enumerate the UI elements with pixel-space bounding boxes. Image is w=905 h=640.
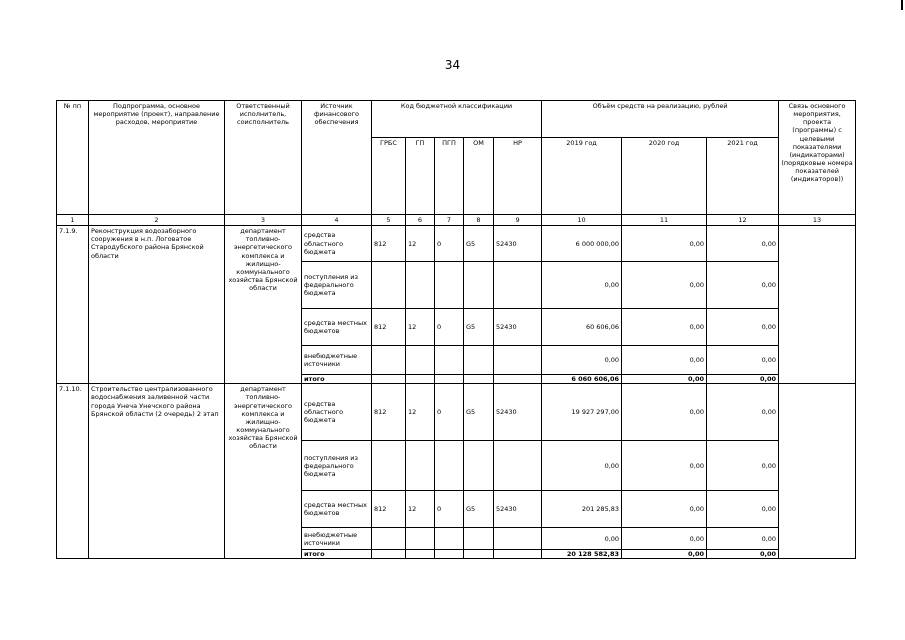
value-2019: 0,00: [542, 441, 622, 491]
source-cell: внебюджетные источники: [302, 346, 372, 375]
gp-cell: [406, 528, 435, 550]
header-np: НР: [494, 138, 542, 215]
table-row: [57, 384, 856, 441]
value-2021: 0,00: [707, 262, 779, 309]
table-row: [57, 226, 856, 262]
header-source: Источник финансового обеспечения: [302, 101, 372, 215]
source-cell: поступления из федерального бюджета: [302, 441, 372, 491]
column-number: 1: [57, 215, 89, 226]
edge-mark: [901, 0, 903, 10]
grbs-cell: [372, 346, 406, 375]
pgp-cell: [435, 441, 464, 491]
row-responsible: департамент топливно-энергетического комплекса и жилищно-коммунального хозяйства Брянской области: [225, 226, 302, 384]
total-label: итого: [302, 550, 372, 559]
value-2020: 0,00: [622, 346, 707, 375]
np-cell: [494, 528, 542, 550]
total-2019: 20 128 582,83: [542, 550, 622, 559]
value-2021: 0,00: [707, 226, 779, 262]
header-responsible: Ответственный исполнитель, соисполнитель: [225, 101, 302, 215]
gp-cell: [406, 346, 435, 375]
source-cell: средства областного бюджета: [302, 384, 372, 441]
source-cell: поступления из федерального бюджета: [302, 262, 372, 309]
value-2019: 60 606,06: [542, 309, 622, 346]
value-2021: 0,00: [707, 384, 779, 441]
header-num: № пп: [57, 101, 89, 215]
header-pgp: ПГП: [435, 138, 464, 215]
row-name: Реконструкция водозаборного сооружения в н.п. Логоватое Стародубского района Брянской области: [89, 226, 225, 384]
source-cell: средства местных бюджетов: [302, 309, 372, 346]
header-gp: ГП: [406, 138, 435, 215]
om-cell: [464, 441, 494, 491]
gp-cell: 12: [406, 309, 435, 346]
value-2021: 0,00: [707, 491, 779, 528]
column-number: 5: [372, 215, 406, 226]
value-2020: 0,00: [622, 491, 707, 528]
column-numbers-row: [57, 215, 856, 226]
header-link: Связь основного мероприятия, проекта (программы) с целевыми показателями (индикаторами) (порядковые номера показателей (индикаторов)): [779, 101, 856, 215]
gp-cell: [406, 262, 435, 309]
value-2021: 0,00: [707, 346, 779, 375]
column-number: 12: [707, 215, 779, 226]
pgp-cell: [435, 346, 464, 375]
np-cell: [494, 262, 542, 309]
row-responsible: департамент топливно-энергетического комплекса и жилищно-коммунального хозяйства Брянской области: [225, 384, 302, 559]
grbs-cell: [372, 528, 406, 550]
value-2021: 0,00: [707, 309, 779, 346]
grbs-cell: 812: [372, 309, 406, 346]
om-cell: [464, 346, 494, 375]
np-cell: 52430: [494, 491, 542, 528]
column-number: 2: [89, 215, 225, 226]
pgp-cell: [435, 262, 464, 309]
value-2019: 201 285,83: [542, 491, 622, 528]
header-name: Подпрограмма, основное мероприятие (проект), направление расходов, мероприятие: [89, 101, 225, 215]
grbs-cell: 812: [372, 384, 406, 441]
row-number: 7.1.9.: [57, 226, 89, 384]
pgp-cell: 0: [435, 384, 464, 441]
value-2019: 0,00: [542, 262, 622, 309]
om-cell: [464, 528, 494, 550]
row-link: [779, 226, 856, 384]
header-om: ОМ: [464, 138, 494, 215]
value-2019: 19 927 297,00: [542, 384, 622, 441]
total-2021: 0,00: [707, 550, 779, 559]
grbs-cell: 812: [372, 491, 406, 528]
value-2019: 0,00: [542, 346, 622, 375]
gp-cell: [406, 441, 435, 491]
np-cell: [494, 441, 542, 491]
header-year-2021: 2021 год: [707, 138, 779, 215]
budget-table: [56, 100, 856, 559]
header-grbs: ГРБС: [372, 138, 406, 215]
source-cell: средства областного бюджета: [302, 226, 372, 262]
total-label: итого: [302, 375, 372, 384]
header-volume: Объём средств на реализацию, рублей: [542, 101, 779, 138]
source-cell: внебюджетные источники: [302, 528, 372, 550]
value-2019: 6 000 000,00: [542, 226, 622, 262]
grbs-cell: 812: [372, 226, 406, 262]
source-cell: средства местных бюджетов: [302, 491, 372, 528]
value-2020: 0,00: [622, 262, 707, 309]
om-cell: G5: [464, 384, 494, 441]
pgp-cell: 0: [435, 491, 464, 528]
value-2020: 0,00: [622, 226, 707, 262]
value-2020: 0,00: [622, 384, 707, 441]
np-cell: [494, 346, 542, 375]
column-number: 8: [464, 215, 494, 226]
grbs-cell: [372, 441, 406, 491]
gp-cell: 12: [406, 226, 435, 262]
header-kbk: Код бюджетной классификации: [372, 101, 542, 138]
np-cell: 52430: [494, 226, 542, 262]
total-2020: 0,00: [622, 550, 707, 559]
row-link: [779, 384, 856, 559]
column-number: 4: [302, 215, 372, 226]
row-name: Строительство централизованного водоснабжения заливенной части города Унеча Унечского района Брянской области (2 очередь) 2 этап: [89, 384, 225, 559]
value-2019: 0,00: [542, 528, 622, 550]
om-cell: G5: [464, 491, 494, 528]
column-number: 3: [225, 215, 302, 226]
value-2020: 0,00: [622, 528, 707, 550]
np-cell: 52430: [494, 384, 542, 441]
column-number: 10: [542, 215, 622, 226]
column-number: 9: [494, 215, 542, 226]
value-2021: 0,00: [707, 528, 779, 550]
value-2021: 0,00: [707, 441, 779, 491]
om-cell: [464, 262, 494, 309]
column-number: 6: [406, 215, 435, 226]
column-number: 11: [622, 215, 707, 226]
column-number: 7: [435, 215, 464, 226]
pgp-cell: [435, 528, 464, 550]
gp-cell: 12: [406, 491, 435, 528]
header-year-2019: 2019 год: [542, 138, 622, 215]
np-cell: 52430: [494, 309, 542, 346]
value-2020: 0,00: [622, 309, 707, 346]
gp-cell: 12: [406, 384, 435, 441]
pgp-cell: 0: [435, 226, 464, 262]
total-2019: 6 060 606,06: [542, 375, 622, 384]
total-2020: 0,00: [622, 375, 707, 384]
grbs-cell: [372, 262, 406, 309]
om-cell: G5: [464, 226, 494, 262]
total-2021: 0,00: [707, 375, 779, 384]
column-number: 13: [779, 215, 856, 226]
om-cell: G5: [464, 309, 494, 346]
value-2020: 0,00: [622, 441, 707, 491]
page-number: 34: [444, 58, 461, 72]
row-number: 7.1.10.: [57, 384, 89, 559]
header-year-2020: 2020 год: [622, 138, 707, 215]
pgp-cell: 0: [435, 309, 464, 346]
